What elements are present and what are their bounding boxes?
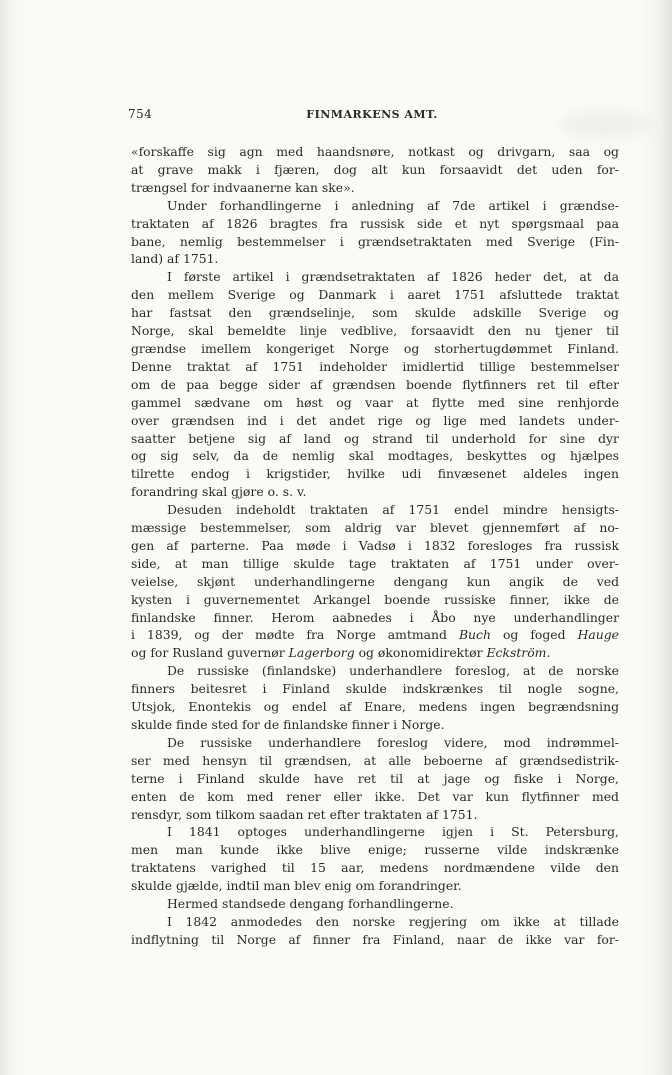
text-line xyxy=(131,877,619,895)
text-line-content: har fastsat den grændselinje, som skulde adskille Sverige og xyxy=(131,305,619,321)
text-line xyxy=(131,626,619,644)
text-line xyxy=(131,286,619,304)
text-line xyxy=(131,662,619,680)
page-header xyxy=(128,107,616,127)
text-line-content: den mellem Sverige og Danmark i aaret 1751 afsluttede traktat xyxy=(131,287,619,303)
text-line-content: saatter betjene sig af land og strand til underhold for sine dyr xyxy=(131,430,619,446)
text-line-content: «forskaffe sig agn med haandsnøre, notkast og drivgarn, saa og xyxy=(131,144,619,159)
text-line xyxy=(131,358,619,376)
text-line xyxy=(131,197,619,215)
text-line-content: Norge, skal bemeldte linje vedblive, forsaavidt den nu tjener til xyxy=(131,323,619,339)
text-line xyxy=(131,591,619,609)
text-line-content: og sig selv, da de nemlig skal modtages, beskyttes og hjælpes xyxy=(131,448,619,464)
text-line-middle: og foged xyxy=(490,627,578,643)
text-line xyxy=(131,788,619,806)
text-line-content: tilrette endog i krigstider, hvilke udi finvæsenet aldeles ingen xyxy=(131,466,619,482)
text-line-content: traktaten af 1826 bragtes fra russisk side et nyt spørgsmaal paa xyxy=(131,215,619,231)
person-name: Lagerborg xyxy=(288,645,355,661)
text-line-content: Desuden indeholdt traktaten af 1751 endel mindre hensigts- xyxy=(167,502,619,518)
text-line-content: I 1841 optoges underhandlingerne igjen i St. Petersburg, xyxy=(167,824,619,840)
text-line-content: men man kunde ikke blive enige; russerne vilde indskrænke xyxy=(131,842,619,858)
text-line xyxy=(131,412,619,430)
text-line xyxy=(131,555,619,573)
text-line-content: side, at man tillige skulde tage traktaten af 1751 under over- xyxy=(131,555,619,571)
text-line-content: finlandske finner. Herom aabnedes i Åbo nye underhandlinger xyxy=(131,609,619,625)
text-line xyxy=(131,268,619,286)
text-line xyxy=(131,465,619,483)
text-line xyxy=(131,250,619,268)
text-line-middle: og økonomidirektør xyxy=(354,645,487,661)
text-line-content: rensdyr, som tilkom saadan ret efter traktaten af 1751. xyxy=(131,806,478,822)
text-line xyxy=(131,841,619,859)
text-line xyxy=(131,573,619,591)
text-line-content: land) af 1751. xyxy=(131,251,219,267)
page-number: 754 xyxy=(128,107,153,121)
text-line-content: gen af parterne. Paa møde i Vadsø i 1832 foresloges fra russisk xyxy=(131,537,619,553)
text-line-content: mæssige bestemmelser, som aldrig var blevet gjennemført af no- xyxy=(131,520,619,536)
running-title: FINMARKENS AMT. xyxy=(306,108,438,121)
text-line-content: i 1839, og der mødte fra Norge amtmand xyxy=(131,627,447,643)
text-line xyxy=(131,430,619,448)
text-line xyxy=(131,752,619,770)
text-line xyxy=(131,770,619,788)
text-line-content: De russiske (finlandske) underhandlere foreslog, at de norske xyxy=(167,663,619,679)
text-line-end: . xyxy=(546,645,551,661)
person-name: Eckström xyxy=(486,645,547,661)
text-line xyxy=(131,734,619,752)
text-line-content: trængsel for indvaanerne kan ske». xyxy=(131,179,355,195)
text-line-content: Under forhandlingerne i anledning af 7de artikel i grændse- xyxy=(167,197,619,213)
text-line xyxy=(131,143,619,161)
text-line-content: Hermed standsede dengang forhandlingerne. xyxy=(167,896,454,912)
text-line xyxy=(131,698,619,716)
text-line xyxy=(131,483,619,501)
text-line xyxy=(131,215,619,233)
text-line xyxy=(131,233,619,251)
text-line xyxy=(131,644,619,662)
text-line-content: ser med hensyn til grændsen, at alle beboerne af grændsedistrik- xyxy=(131,752,619,768)
text-line-content: skulde gjælde, indtil man blev enig om forandringer. xyxy=(131,878,462,894)
text-line xyxy=(131,806,619,824)
text-line xyxy=(131,340,619,358)
text-line-content: skulde finde sted for de finlandske finner i Norge. xyxy=(131,717,445,732)
text-line-content: om de paa begge sider af grændsen boende flytfinners ret til efter xyxy=(131,376,619,392)
text-line xyxy=(131,447,619,465)
text-line-content: I 1842 anmodedes den norske regjering om ikke at tillade xyxy=(167,913,619,929)
text-line-content: bane, nemlig bestemmelser i grændsetraktaten med Sverige (Fin- xyxy=(131,233,619,249)
text-line xyxy=(131,161,619,179)
text-line xyxy=(131,322,619,340)
body-text xyxy=(131,143,619,949)
text-line-content: gammel sædvane om høst og vaar at flytte med sine renhjorde xyxy=(131,394,619,410)
text-line-content: over grændsen ind i det andet rige og lige med landets under- xyxy=(131,412,619,428)
text-line xyxy=(131,609,619,627)
text-line-content: grændse imellem kongeriget Norge og storhertugdømmet Finland. xyxy=(131,340,619,356)
text-line xyxy=(131,394,619,412)
person-name: Buch xyxy=(458,627,491,643)
text-line-content: forandring skal gjøre o. s. v. xyxy=(131,484,307,500)
text-line xyxy=(131,179,619,197)
text-line xyxy=(131,501,619,519)
text-line xyxy=(131,519,619,537)
text-line-content: terne i Finland skulde have ret til at jage og fiske i Norge, xyxy=(131,770,619,786)
text-line-content: og for Rusland guvernør xyxy=(131,645,285,661)
text-line-content: De russiske underhandlere foreslog videre, mod indrømmel- xyxy=(167,734,619,750)
text-line xyxy=(131,859,619,877)
text-line xyxy=(131,537,619,555)
text-line xyxy=(131,304,619,322)
text-line xyxy=(131,680,619,698)
text-line xyxy=(131,716,619,734)
text-line-content: at grave makk i fjæren, dog alt kun forsaavidt det uden for- xyxy=(131,161,619,177)
text-line xyxy=(131,376,619,394)
text-line xyxy=(131,931,619,949)
text-line-content: I første artikel i grændsetraktaten af 1826 heder det, at da xyxy=(167,269,619,285)
text-line xyxy=(131,823,619,841)
text-line-content: traktatens varighed til 15 aar, medens nordmændene vilde den xyxy=(131,860,619,876)
text-line-content: veielse, skjønt underhandlingerne dengang kun angik de ved xyxy=(131,573,619,589)
text-line-content: enten de kom med rener eller ikke. Det var kun flytfinner med xyxy=(131,788,619,804)
text-line-content: kysten i guvernementet Arkangel boende russiske finner, ikke de xyxy=(131,591,619,607)
text-line xyxy=(131,913,619,931)
text-line-content: Utsjok, Enontekis og endel af Enare, medens ingen begrændsning xyxy=(131,699,619,715)
text-line-content: Denne traktat af 1751 indeholder imidlertid tillige bestemmelser xyxy=(131,358,619,374)
text-line-content: finners beitesret i Finland skulde indskrænkes til nogle sogne, xyxy=(131,681,619,697)
text-line xyxy=(131,895,619,913)
person-name: Hauge xyxy=(577,627,619,643)
text-line-content: indflytning til Norge af finner fra Finland, naar de ikke var for- xyxy=(131,931,619,947)
